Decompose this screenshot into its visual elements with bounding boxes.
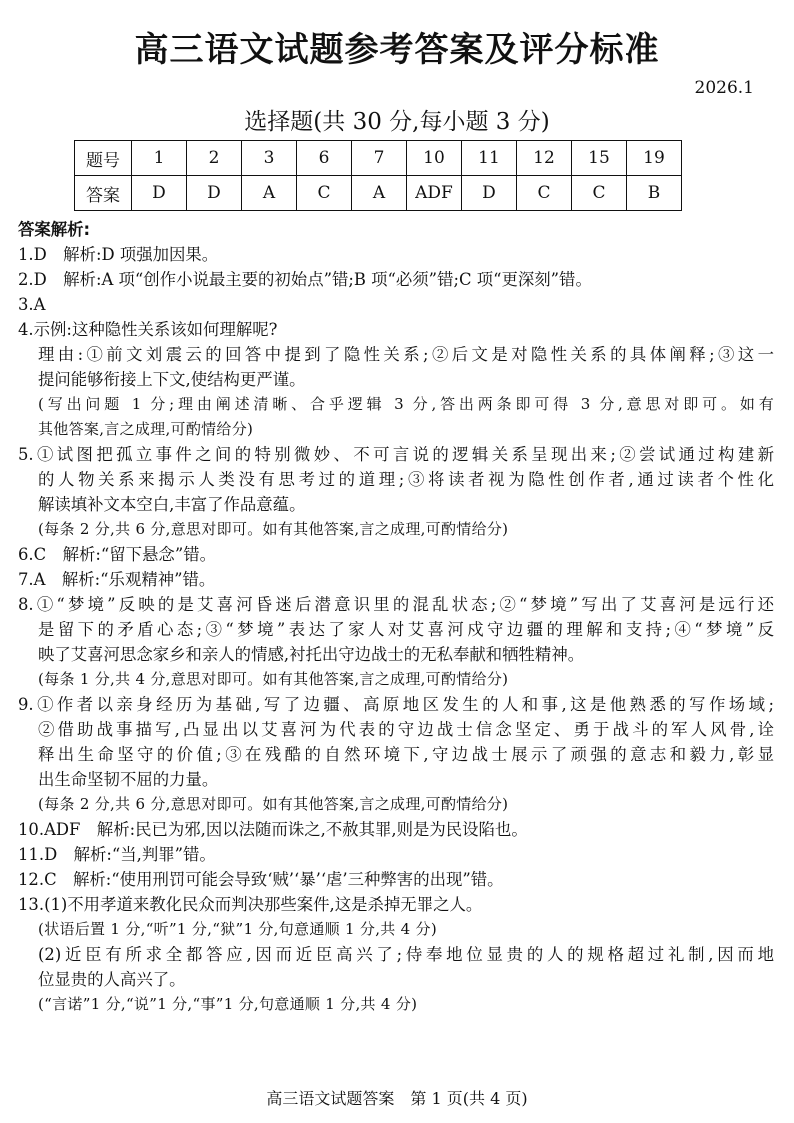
answer-line: 10.ADF 解析:民已为邪,因以法随而诛之,不赦其罪,则是为民设陷也。 bbox=[18, 820, 528, 839]
answer-explanations bbox=[18, 217, 774, 1017]
document-title: 高三语文试题参考答案及评分标准 bbox=[134, 30, 660, 70]
answer-line: 提问能够衔接上下文,使结构更严谨。 bbox=[38, 370, 306, 389]
answer-line: 9.①作者以亲身经历为基础,写了边疆、高原地区发生的人和事,这是他熟悉的写作场域; bbox=[18, 695, 774, 714]
scoring-note: (写出问题 1 分;理由阐述清晰、合乎逻辑 3 分,答出两条即可得 3 分,意思对即可。如有 bbox=[38, 395, 774, 413]
answer-cell: D bbox=[462, 176, 517, 211]
answer-cell: B bbox=[627, 176, 682, 211]
answer-cell: C bbox=[297, 176, 352, 211]
answer-cell: D bbox=[132, 176, 187, 211]
answer-line: 11.D 解析:“当,判罪”错。 bbox=[18, 845, 216, 864]
page-footer: 高三语文试题答案 第 1 页(共 4 页) bbox=[266, 1089, 528, 1108]
answer-line: 出生命坚韧不屈的力量。 bbox=[38, 770, 219, 789]
exam-date: 2026.1 bbox=[694, 78, 754, 98]
section-subtitle: 选择题(共 30 分,每小题 3 分) bbox=[244, 109, 550, 135]
scoring-note: (每条 2 分,共 6 分,意思对即可。如有其他答案,言之成理,可酌情给分) bbox=[38, 795, 509, 813]
answer-line: 2.D 解析:A 项“创作小说最主要的初始点”错;B 项“必须”错;C 项“更深刻”错。 bbox=[18, 270, 592, 289]
answer-line: 4.示例:这种隐性关系该如何理解呢? bbox=[18, 320, 278, 339]
answer-line: 3.A bbox=[18, 295, 46, 314]
answer-line: 理由:①前文刘震云的回答中提到了隐性关系;②后文是对隐性关系的具体阐释;③这一 bbox=[38, 345, 774, 364]
scoring-note: 其他答案,言之成理,可酌情给分) bbox=[38, 420, 254, 438]
answer-cell: C bbox=[572, 176, 627, 211]
question-number-cell: 6 bbox=[297, 141, 352, 176]
answer-line: 解读填补文本空白,丰富了作品意蕴。 bbox=[38, 495, 306, 514]
scoring-note: (每条 2 分,共 6 分,意思对即可。如有其他答案,言之成理,可酌情给分) bbox=[38, 520, 509, 538]
answer-line: ②借助战事描写,凸显出以艾喜河为代表的守边战士信念坚定、勇于战斗的军人风骨,诠 bbox=[38, 720, 774, 739]
question-number-cell: 2 bbox=[187, 141, 242, 176]
question-number-row bbox=[75, 141, 682, 176]
question-number-cell: 3 bbox=[242, 141, 297, 176]
question-number-cell: 12 bbox=[517, 141, 572, 176]
question-number-cell: 15 bbox=[572, 141, 627, 176]
answer-line: 释出生命坚守的价值;③在残酷的自然环境下,守边战士展示了顽强的意志和毅力,彰显 bbox=[38, 745, 774, 764]
answer-line: 12.C 解析:“使用刑罚可能会导致‘贼’‘暴’‘虐’三种弊害的出现”错。 bbox=[18, 870, 504, 889]
answer-line: 13.(1)不用孝道来教化民众而判决那些案件,这是杀掉无罪之人。 bbox=[18, 895, 483, 914]
answer-cell: C bbox=[517, 176, 572, 211]
answer-line: 位显贵的人高兴了。 bbox=[38, 970, 186, 989]
answer-line: 5.①试图把孤立事件之间的特别微妙、不可言说的逻辑关系呈现出来;②尝试通过构建新 bbox=[18, 445, 774, 464]
answer-cell: A bbox=[242, 176, 297, 211]
question-number-cell: 11 bbox=[462, 141, 517, 176]
question-number-cell: 10 bbox=[407, 141, 462, 176]
answer-line: 7.A 解析:“乐观精神”错。 bbox=[18, 570, 216, 589]
scoring-note: (每条 1 分,共 4 分,意思对即可。如有其他答案,言之成理,可酌情给分) bbox=[38, 670, 509, 688]
answer-line: 8.①“梦境”反映的是艾喜河昏迷后潜意识里的混乱状态;②“梦境”写出了艾喜河是远行还 bbox=[18, 595, 774, 614]
answer-line: 1.D 解析:D 项强加因果。 bbox=[18, 245, 219, 264]
answer-line: (2)近臣有所求全都答应,因而近臣高兴了;侍奉地位显贵的人的规格超过礼制,因而地 bbox=[38, 945, 774, 964]
answer-label: 答案 bbox=[75, 176, 132, 211]
answer-cell: A bbox=[352, 176, 407, 211]
question-number-cell: 7 bbox=[352, 141, 407, 176]
answer-row bbox=[75, 176, 682, 211]
answer-cell: ADF bbox=[407, 176, 462, 211]
answer-line: 6.C 解析:“留下悬念”错。 bbox=[18, 545, 216, 564]
answer-table bbox=[74, 140, 682, 211]
question-number-cell: 19 bbox=[627, 141, 682, 176]
scoring-note: (状语后置 1 分,“听”1 分,“狱”1 分,句意通顺 1 分,共 4 分) bbox=[38, 920, 438, 938]
section-heading: 答案解析: bbox=[18, 220, 91, 239]
answer-line: 是留下的矛盾心态;③“梦境”表达了家人对艾喜河戍守边疆的理解和支持;④“梦境”反 bbox=[38, 620, 774, 639]
answer-cell: D bbox=[187, 176, 242, 211]
question-number-cell: 1 bbox=[132, 141, 187, 176]
answer-line: 映了艾喜河思念家乡和亲人的情感,衬托出守边战士的无私奉献和牺牲精神。 bbox=[38, 645, 585, 664]
scoring-note: (“言诺”1 分,“说”1 分,“事”1 分,句意通顺 1 分,共 4 分) bbox=[38, 995, 418, 1013]
answer-line: 的人物关系来揭示人类没有思考过的道理;③将读者视为隐性创作者,通过读者个性化 bbox=[38, 470, 774, 489]
question-number-label: 题号 bbox=[75, 141, 132, 176]
